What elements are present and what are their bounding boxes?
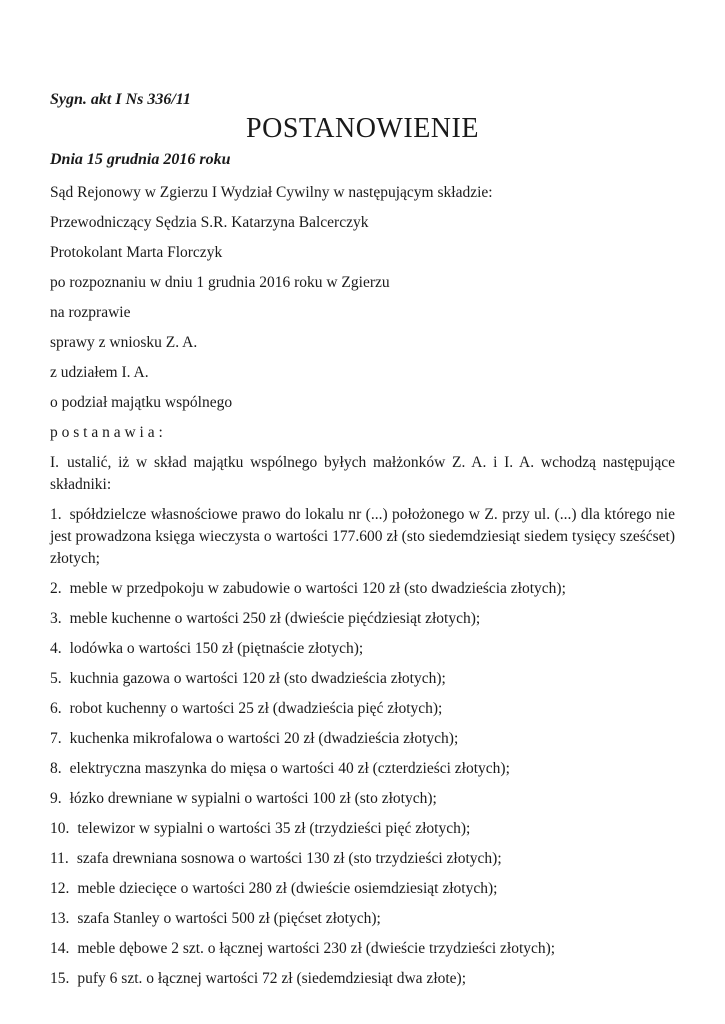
item-number: 6. [50, 700, 62, 717]
inventory-item [50, 728, 675, 750]
ruling-paragraph [50, 452, 675, 496]
inventory-item [50, 938, 675, 960]
item-text: kuchenka mikrofalowa o wartości 20 zł (dwadzieścia złotych); [69, 730, 459, 747]
inventory-item [50, 578, 675, 600]
inventory-item [50, 668, 675, 690]
item-number: 11. [50, 850, 69, 867]
item-number: 9. [50, 790, 62, 807]
intro-paragraph: p o s t a n a w i a : [50, 424, 163, 441]
inventory-item [50, 908, 675, 930]
date-line: Dnia 15 grudnia 2016 roku [50, 151, 231, 168]
inventory-item [50, 758, 675, 780]
inventory-item [50, 818, 675, 840]
item-text: meble dębowe 2 szt. o łącznej wartości 230 zł (dwieście trzydzieści złotych); [77, 940, 556, 957]
intro-paragraph: Przewodniczący Sędzia S.R. Katarzyna Balcerczyk [50, 214, 369, 231]
ruling-text: ustalić, iż w skład majątku wspólnego byłych małżonków Z. A. i I. A. wchodzą następujące składniki: [50, 454, 675, 493]
inventory-item [50, 608, 675, 630]
item-number: 5. [50, 670, 62, 687]
item-number: 13. [50, 910, 70, 927]
item-text: spółdzielcze własnościowe prawo do lokalu nr (...) położonego w Z. przy ul. (...) dla którego nie jest prowadzona księga wieczysta o wartości 177.600 zł (sto siedemdziesiąt siedem tysięcy sześćset) złotych; [50, 506, 675, 567]
item-number: 2. [50, 580, 62, 597]
item-text: łózko drewniane w sypialni o wartości 100 zł (sto złotych); [69, 790, 437, 807]
item-number: 7. [50, 730, 62, 747]
item-text: meble kuchenne o wartości 250 zł (dwieście pięćdziesiąt złotych); [69, 610, 481, 627]
inventory-list [50, 504, 675, 990]
inventory-item [50, 788, 675, 810]
intro-paragraph: Protokolant Marta Florczyk [50, 244, 223, 261]
inventory-item [50, 878, 675, 900]
item-text: meble w przedpokoju w zabudowie o wartości 120 zł (sto dwadzieścia złotych); [69, 580, 566, 597]
ruling-number: I. [50, 454, 60, 471]
item-text: elektryczna maszynka do mięsa o wartości 40 zł (czterdzieści złotych); [69, 760, 510, 777]
intro-paragraph: po rozpoznaniu w dniu 1 grudnia 2016 roku w Zgierzu [50, 274, 390, 291]
intro-paragraph: Sąd Rejonowy w Zgierzu I Wydział Cywilny w następującym składzie: [50, 184, 493, 201]
item-number: 14. [50, 940, 70, 957]
document-title: POSTANOWIENIE [246, 113, 479, 144]
item-text: robot kuchenny o wartości 25 zł (dwadzieścia pięć złotych); [69, 700, 443, 717]
intro-paragraph: na rozprawie [50, 304, 131, 321]
inventory-item [50, 638, 675, 660]
inventory-item [50, 698, 675, 720]
item-text: lodówka o wartości 150 zł (piętnaście złotych); [69, 640, 364, 657]
item-number: 8. [50, 760, 62, 777]
item-text: szafa drewniana sosnowa o wartości 130 zł (sto trzydzieści złotych); [76, 850, 502, 867]
inventory-item [50, 504, 675, 570]
intro-section [50, 182, 675, 444]
item-number: 15. [50, 970, 70, 987]
item-number: 3. [50, 610, 62, 627]
item-text: kuchnia gazowa o wartości 120 zł (sto dwadzieścia złotych); [69, 670, 446, 687]
intro-paragraph: sprawy z wniosku Z. A. [50, 334, 198, 351]
item-text: telewizor w sypialni o wartości 35 zł (trzydzieści pięć złotych); [77, 820, 471, 837]
item-number: 4. [50, 640, 62, 657]
item-text: pufy 6 szt. o łącznej wartości 72 zł (siedemdziesiąt dwa złote); [77, 970, 467, 987]
intro-paragraph: z udziałem I. A. [50, 364, 149, 381]
case-number: Sygn. akt I Ns 336/11 [50, 91, 191, 108]
item-number: 10. [50, 820, 70, 837]
item-number: 1. [50, 506, 62, 523]
inventory-item [50, 968, 675, 990]
item-text: meble dziecięce o wartości 280 zł (dwieście osiemdziesiąt złotych); [77, 880, 498, 897]
inventory-item [50, 848, 675, 870]
intro-paragraph: o podział majątku wspólnego [50, 394, 233, 411]
item-text: szafa Stanley o wartości 500 zł (pięćset złotych); [77, 910, 381, 927]
item-number: 12. [50, 880, 70, 897]
